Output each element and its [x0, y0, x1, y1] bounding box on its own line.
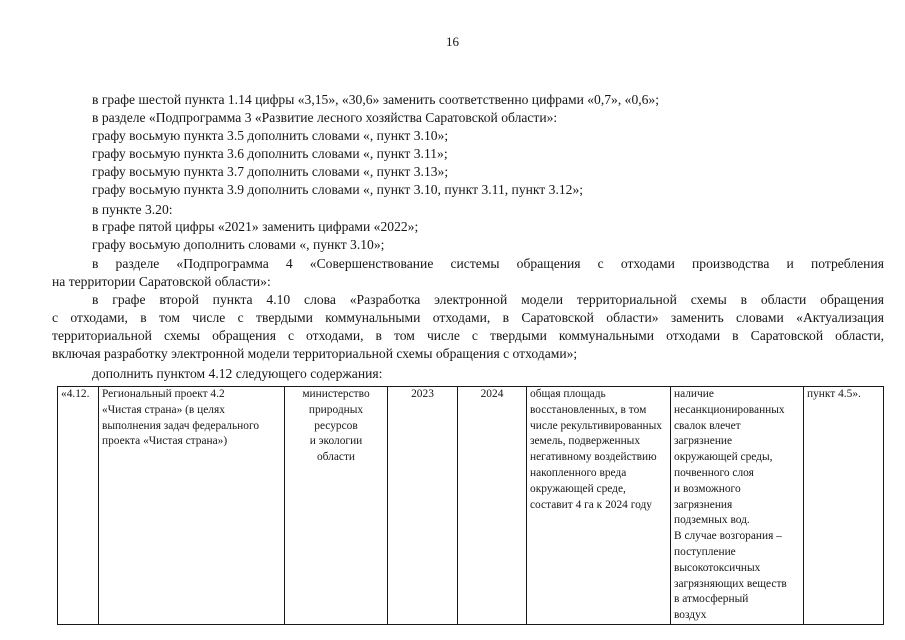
cell-event-name: Региональный проект 4.2 «Чистая страна» (в целях выполнения задач федерального проекта «Чистая страна»)	[99, 387, 285, 625]
text-line-14: территориальной схемы обращения с отходами, в том числе с твердыми коммунальными отходами в Саратовской области,	[52, 328, 884, 343]
text-line-13: с отходами, в том числе с твердыми коммунальными отходами, в Саратовской области» заменить словами «Актуализация	[52, 310, 884, 325]
page-number: 16	[446, 34, 459, 49]
table-row	[58, 387, 884, 625]
cell-consequences: наличие несанкционированных свалок влечет загрязнение окружающей среды, почвенного слоя и возможного загрязнения подземных вод. В случае возгорания – поступление высокотоксичных загрязняющих веществ в атмосферный воздух	[671, 387, 804, 625]
text-line-15: включая разработку электронной модели территориальной схемы обращения с отходами»;	[52, 346, 578, 361]
text-line-12: в графе второй пункта 4.10 слова «Разработка электронной модели территориальной схемы в области обращения	[92, 292, 884, 307]
text-line-16: дополнить пунктом 4.12 следующего содержания:	[92, 366, 383, 381]
cell-number: «4.12.	[58, 387, 99, 625]
cell-link: пункт 4.5».	[804, 387, 884, 625]
cell-executor: министерство природных ресурсов и экологии области	[285, 387, 388, 625]
text-line-10: в разделе «Подпрограмма 4 «Совершенствование системы обращения с отходами производства и потребления	[92, 256, 884, 271]
text-line-6: графу восьмую пункта 3.9 дополнить словами «, пункт 3.10, пункт 3.11, пункт 3.12»;	[92, 182, 584, 197]
text-line-3: графу восьмую пункта 3.5 дополнить словами «, пункт 3.10»;	[92, 128, 449, 143]
text-line-8: в графе пятой цифры «2021» заменить цифрами «2022»;	[92, 219, 419, 234]
text-line-11: на территории Саратовской области»:	[52, 274, 271, 289]
text-line-4: графу восьмую пункта 3.6 дополнить словами «, пункт 3.11»;	[92, 146, 448, 161]
text-line-5: графу восьмую пункта 3.7 дополнить словами «, пункт 3.13»;	[92, 164, 449, 179]
text-line-7: в пункте 3.20:	[92, 202, 173, 217]
cell-year-end: 2024	[458, 387, 527, 625]
cell-indicator: общая площадь восстановленных, в том числе рекультивированных земель, подверженных негативному воздействию накопленного вреда окружающей среде, составит 4 га к 2024 году	[527, 387, 671, 625]
item-4-12-table	[57, 386, 884, 625]
text-line-1: в графе шестой пункта 1.14 цифры «3,15», «30,6» заменить соответственно цифрами «0,7», «0,6»;	[92, 92, 660, 107]
text-line-2: в разделе «Подпрограмма 3 «Развитие лесного хозяйства Саратовской области»:	[92, 110, 558, 125]
text-line-9: графу восьмую дополнить словами «, пункт 3.10»;	[92, 237, 385, 252]
cell-year-start: 2023	[388, 387, 458, 625]
